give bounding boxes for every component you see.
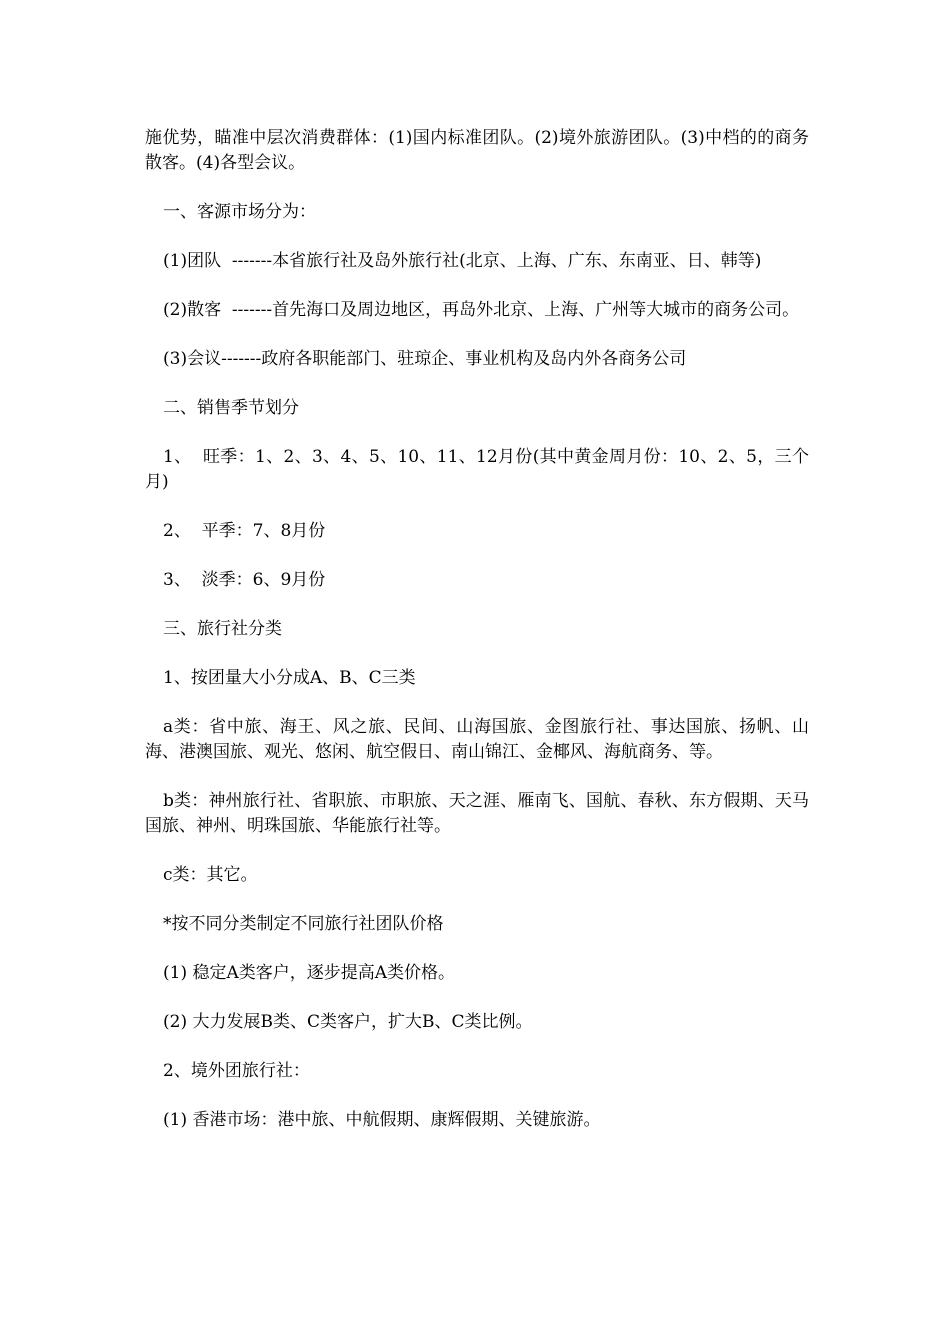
paragraph-abc-classes: 1、按团量大小分成A、B、C三类 [163, 668, 416, 688]
paragraph-intro: 施优势，瞄准中层次消费群体：(1)国内标准团队。(2)境外旅游团队。(3)中档的的商务散客。(4)各型会议。 [145, 128, 809, 173]
paragraph-hongkong-market: (1) 香港市场：港中旅、中航假期、康辉假期、关键旅游。 [163, 1110, 601, 1130]
paragraph-conference: (3)会议-------政府各职能部门、驻琼企、事业机构及岛内外各商务公司 [163, 349, 687, 369]
heading-customer-market: 一、客源市场分为： [163, 202, 316, 222]
paragraph-stabilize-a: (1) 稳定A类客户，逐步提高A类价格。 [163, 963, 456, 983]
paragraph-class-c: c类：其它。 [163, 865, 258, 885]
paragraph-pricing-note: *按不同分类制定不同旅行社团队价格 [163, 914, 444, 934]
heading-overseas-agencies: 2、境外团旅行社： [163, 1061, 310, 1081]
heading-sales-season: 二、销售季节划分 [163, 398, 299, 418]
paragraph-peak-season: 1、 旺季：1、2、3、4、5、10、11、12月份(其中黄金周月份：10、2、5，三个月) [145, 447, 809, 492]
paragraph-develop-bc: (2) 大力发展B类、C类客户，扩大B、C类比例。 [163, 1012, 533, 1032]
paragraph-normal-season: 2、 平季：7、8月份 [163, 521, 326, 541]
heading-agency-classification: 三、旅行社分类 [163, 619, 282, 639]
document-body [145, 126, 809, 1157]
paragraph-class-a: a类：省中旅、海王、风之旅、民间、山海国旅、金图旅行社、事达国旅、扬帆、山海、港澳国旅、观光、悠闲、航空假日、南山锦江、金椰风、海航商务、等。 [145, 717, 809, 762]
paragraph-groups: (1)团队 -------本省旅行社及岛外旅行社(北京、上海、广东、东南亚、日、韩等) [163, 251, 762, 271]
paragraph-low-season: 3、 淡季：6、9月份 [163, 570, 326, 590]
paragraph-individual: (2)散客 -------首先海口及周边地区，再岛外北京、上海、广州等大城市的商务公司。 [163, 300, 800, 320]
paragraph-class-b: b类：神州旅行社、省职旅、市职旅、天之涯、雁南飞、国航、春秋、东方假期、天马国旅、神州、明珠国旅、华能旅行社等。 [145, 791, 809, 836]
